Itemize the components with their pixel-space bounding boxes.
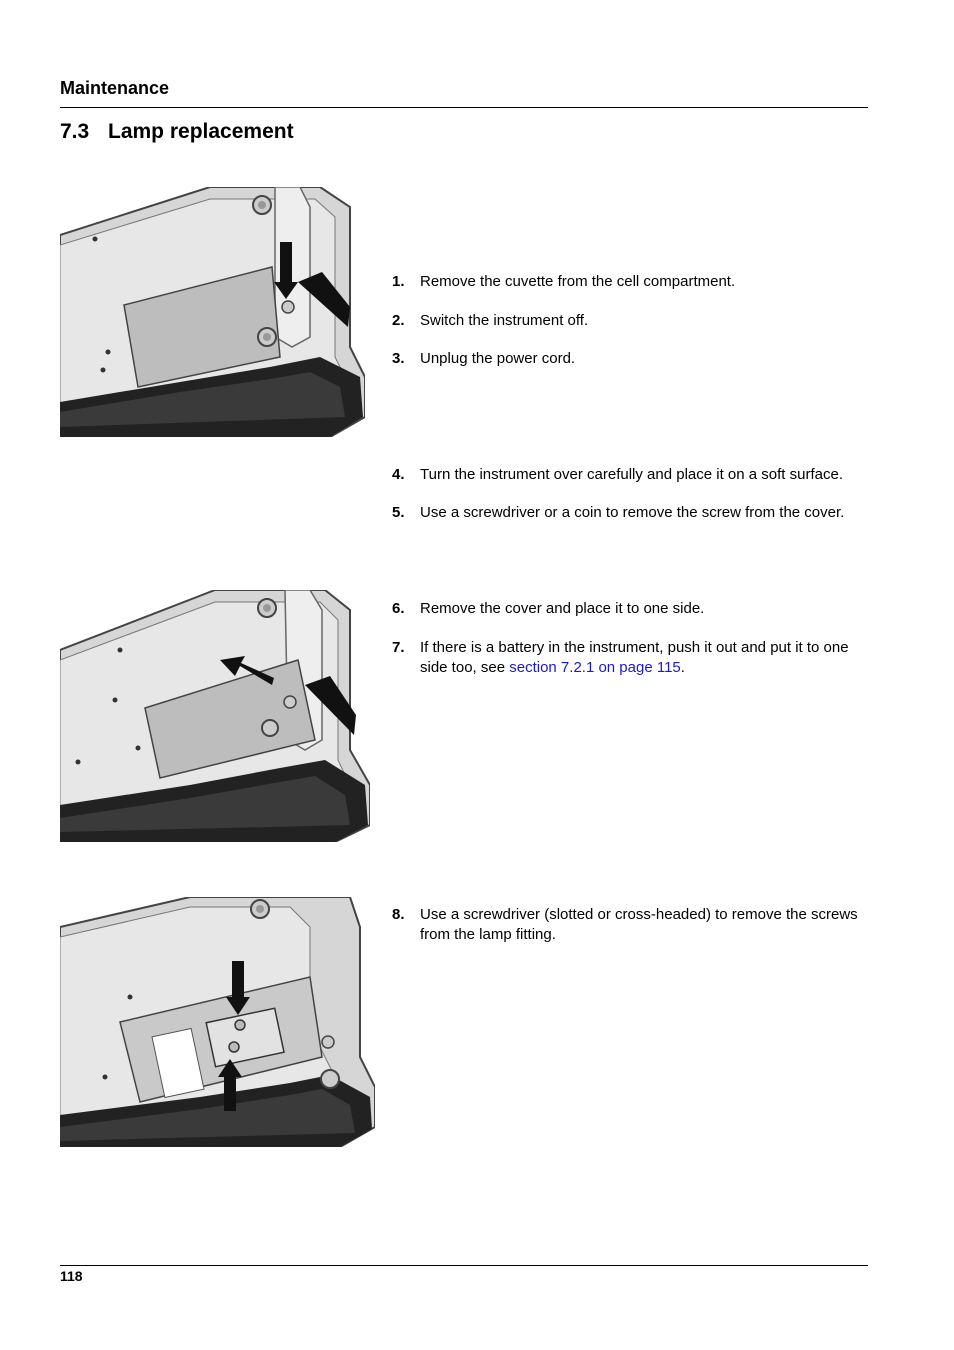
section-number: 7.3 <box>60 120 90 143</box>
chapter-header: Maintenance <box>60 78 170 98</box>
figure-remove-cover <box>60 590 370 842</box>
step-text: Remove the cover and place it to one side. <box>420 600 705 617</box>
section-name: Lamp replacement <box>108 120 294 143</box>
step-number: 2. <box>392 312 405 329</box>
step-1 <box>392 272 870 292</box>
footer-rule <box>60 1265 868 1266</box>
step-text: Switch the instrument off. <box>420 312 589 329</box>
header-rule <box>60 107 868 108</box>
step-number: 7. <box>392 639 405 656</box>
step-2 <box>392 311 870 331</box>
step-text: Remove the cuvette from the cell compartment. <box>420 273 736 290</box>
step-3 <box>392 349 870 369</box>
figure-lamp-screws <box>60 897 375 1147</box>
step-number: 5. <box>392 504 405 521</box>
step-6 <box>392 599 870 619</box>
step-number: 4. <box>392 466 405 483</box>
step-4 <box>392 465 870 485</box>
step-text: Use a screwdriver or a coin to remove the screw from the cover. <box>420 504 845 521</box>
step-text-after: . <box>680 658 685 676</box>
step-5 <box>392 503 870 523</box>
step-7 <box>392 638 870 677</box>
step-8 <box>392 905 870 944</box>
section-link[interactable]: section 7.2.1 on page 115 <box>509 658 681 676</box>
step-number: 3. <box>392 350 405 367</box>
step-text: Turn the instrument over carefully and place it on a soft surface. <box>420 466 843 483</box>
step-text <box>420 638 870 677</box>
page-number: 118 <box>60 1268 83 1284</box>
step-text-before: If there is a battery in the instrument, push it out and put it to one side too, see <box>420 639 849 676</box>
step-text: Unplug the power cord. <box>420 350 576 367</box>
step-number: 6. <box>392 600 405 617</box>
section-title <box>60 120 294 144</box>
step-text: Use a screwdriver (slotted or cross-headed) to remove the screws from the lamp fitting. <box>420 906 858 943</box>
figure-remove-screw <box>60 187 365 437</box>
step-number: 8. <box>392 906 405 923</box>
step-number: 1. <box>392 273 405 290</box>
